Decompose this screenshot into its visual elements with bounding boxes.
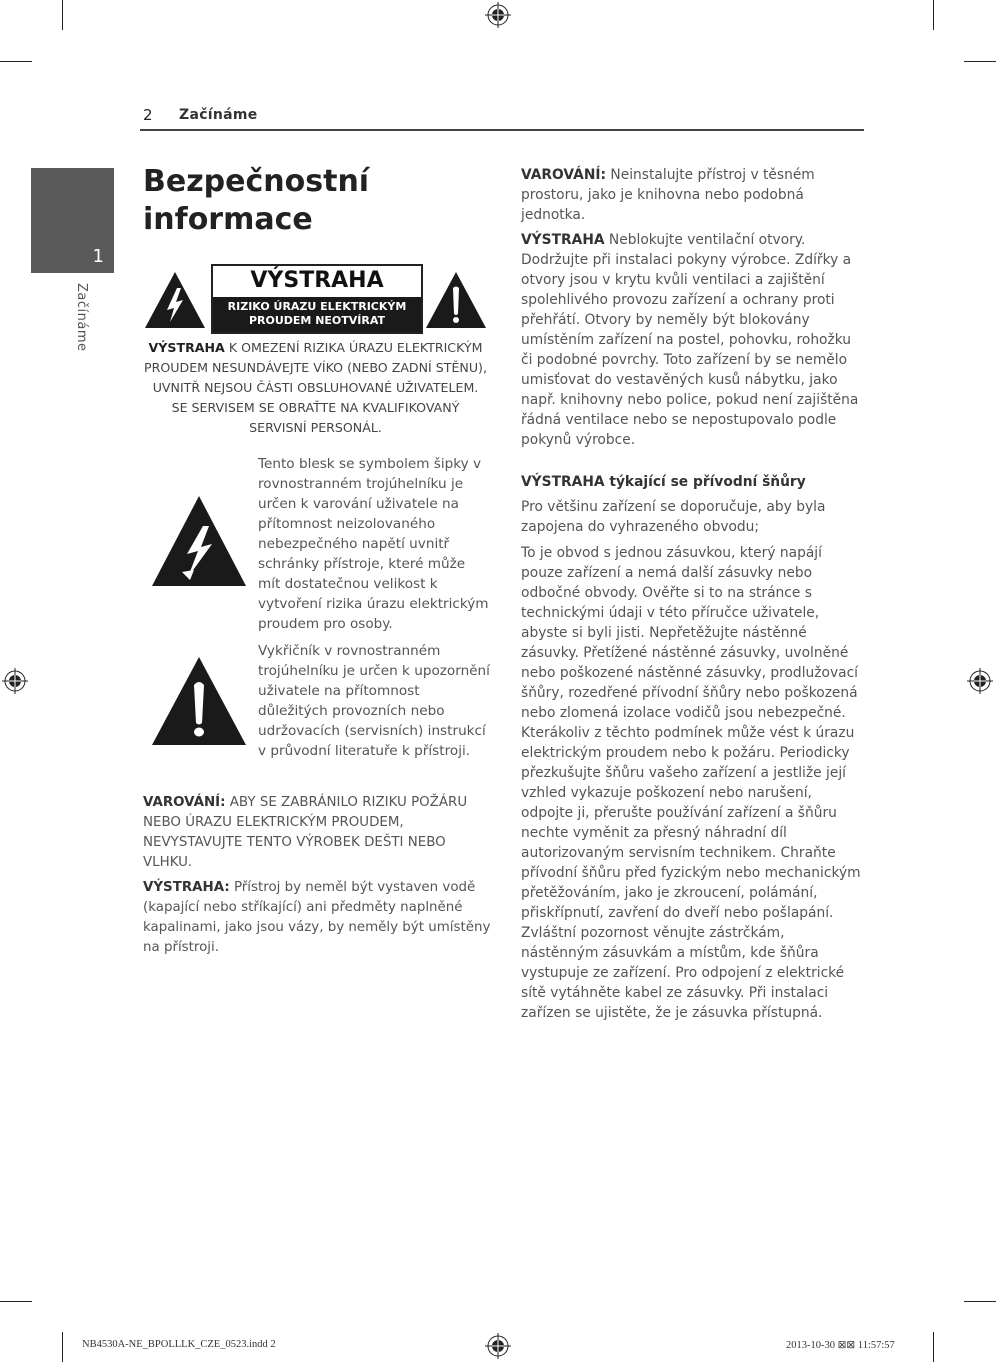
exclamation-symbol-icon (150, 655, 248, 747)
page-title (143, 163, 463, 239)
crop-mark (964, 61, 996, 62)
crop-mark (62, 1332, 63, 1362)
water-warning (143, 878, 493, 958)
crop-mark (933, 1332, 934, 1362)
caution-statement (143, 338, 488, 438)
crop-mark (964, 1301, 996, 1302)
lightning-warning-icon (143, 270, 207, 330)
caution-text: K OMEZENÍ RIZIKA ÚRAZU ELEKTRICKÝM PROUDEM NESUNDÁVEJTE VÍKO (NEBO ZADNÍ STĚNU), UVNITŘ NEJSOU ČÁSTI OBSLUHOVANÉ UŽIVATELEM. SE SERVISEM SE OBRAŤTE NA KVALIFIKOVANÝ SERVISNÍ PERSONÁL. (144, 340, 487, 435)
exclamation-symbol-description: Vykřičník v rovnostranném trojúhelníku je určen k upozornění uživatele na přítomnost důležitých provozních nebo udržovacích (servisních) instrukcí v průvodní literatuře k přístroji. (258, 643, 490, 759)
dedicated-circuit-text: Pro většinu zařízení se doporučuje, aby byla zapojena do vyhrazeného obvodu; (521, 499, 826, 535)
chapter-number: 1 (92, 246, 104, 267)
registration-mark-icon (485, 1333, 511, 1359)
crop-mark (62, 0, 63, 30)
warning-label-text (213, 297, 421, 332)
water-warning-text: Přístroj by neměl být vystaven vodě (kapající nebo stříkající) ani předměty naplněné kapalinami, jako jsou vázy, by neměly být umístěny na přístroji. (143, 880, 491, 955)
title-line-2: informace (143, 202, 313, 237)
chapter-tab (31, 168, 114, 273)
ventilation-warning (521, 230, 866, 450)
left-warnings (143, 793, 493, 958)
fire-warning (143, 793, 493, 873)
registration-mark-icon (2, 668, 28, 694)
caution-lead: VÝSTRAHA (148, 340, 225, 355)
warning-label-heading: VÝSTRAHA (250, 268, 384, 293)
footer-file-name: NB4530A-NE_BPOLLLK_CZE_0523.indd 2 (82, 1339, 276, 1350)
section-title: Začínáme (179, 107, 258, 123)
title-line-1: Bezpečnostní (143, 164, 370, 199)
header-rule (140, 129, 864, 131)
warning-label-box (211, 264, 423, 334)
crop-mark (933, 0, 934, 30)
power-cord-heading: VÝSTRAHA týkající se přívodní šňůry (521, 474, 806, 490)
ventilation-warning-text: Neblokujte ventilační otvory. Dodržujte při instalaci pokyny výrobce. Zdířky a otvory jsou v krytu kvůli ventilaci a zajištění spolehlivého provozu zařízení a ochrany proti přehřátí. Otvory by neměly být blokovány umístěním zařízení na postel, pohovku, rohožku či podobné povrchy. Toto zařízení by se nemělo umisťovat do vestavěných kusů nábytku, jako např. knihovny nebo police, pokud není zajištěna řádná ventilace nebo se nepostupovalo podle pokynů výrobce. (521, 232, 859, 448)
power-cord-text: To je obvod s jednou zásuvkou, který napájí pouze zařízení a nemá další zásuvky nebo odbočné obvody. Ověřte si to na stránce s technickými údaji v této příručce uživatele, abyste si byli jisti. Nepřetěžujte nástěnné zásuvky. Přetížené nástěnné zásuvky, uvolněné nebo poškozené nástěnné zásuvky, prodlužovací šňůry, rozedřené přívodní šňůry nebo poškozená nebo zlomená izolace vodičů jsou nebezpečné. Kterákoliv z těchto podmínek může vést k úrazu elektrickým proudem nebo k požáru. Periodicky přezkušujte šňůru vašeho zařízení a jestliže její vzhled vykazuje poškození nebo narušení, odpojte ji, přerušte používání zařízení a šňůru nechte vyměnit za přesný náhradní díl autorizovaným servisním technikem. Chraňte přívodní šňůru před fyzickým nebo mechanickým přetěžováním, jako je zkroucení, polámání, přiskřípnutí, zavření do dveří nebo pošlapání. Zvláštní pozornost věnujte zástrčkám, nástěnným zásuvkám a místům, kde šňůra vystupuje ze zařízení. Pro odpojení z elektrické sítě vytáhněte kabel ze zásuvky. Při instalaci zařízen se ujistěte, že je zásuvka přístupná. (521, 545, 861, 1021)
fire-warning-text: ABY SE ZABRÁNILO RIZIKU POŽÁRU NEBO ÚRAZU ELEKTRICKÝM PROUDEM, NEVYSTAVUJTE TENTO VÝROBEK DEŠTI NEBO VLHKU. (143, 795, 468, 870)
registration-mark-icon (967, 668, 993, 694)
water-warning-lead: VÝSTRAHA: (143, 880, 230, 895)
warning-label-line-2: PROUDEM NEOTVÍRAT (248, 314, 386, 327)
fire-warning-lead: VAROVÁNÍ: (143, 795, 226, 810)
ventilation-warning-lead: VÝSTRAHA (521, 232, 605, 248)
crop-mark (0, 61, 32, 62)
registration-mark-icon (485, 2, 511, 28)
installation-warning-lead: VAROVÁNÍ: (521, 167, 607, 183)
right-column (521, 165, 866, 1023)
footer-datetime: 2013-10-30 ⊠⊠ 11:57:57 (786, 1340, 895, 1351)
installation-warning-text: Neinstalujte přístroj v těsném prostoru, jako je knihovna nebo podobná jednotka. (521, 167, 815, 223)
crop-mark (0, 1301, 32, 1302)
warning-label-line-1: RIZIKO ÚRAZU ELEKTRICKÝM (227, 300, 407, 313)
lightning-symbol-description: Tento blesk se symbolem šipky v rovnostranném trojúhelníku je určen k varování uživatele na přítomnost neizolovaného nebezpečného napětí uvnitř schránky přístroje, které může mít dostatečnou velikost k vytvoření rizika úrazu elektrickým proudem pro osoby. (258, 456, 489, 632)
chapter-label: Začínáme (74, 283, 89, 352)
page-number: 2 (143, 106, 153, 124)
lightning-symbol-icon (150, 494, 248, 589)
installation-warning (521, 165, 866, 225)
exclamation-warning-icon (424, 270, 488, 330)
